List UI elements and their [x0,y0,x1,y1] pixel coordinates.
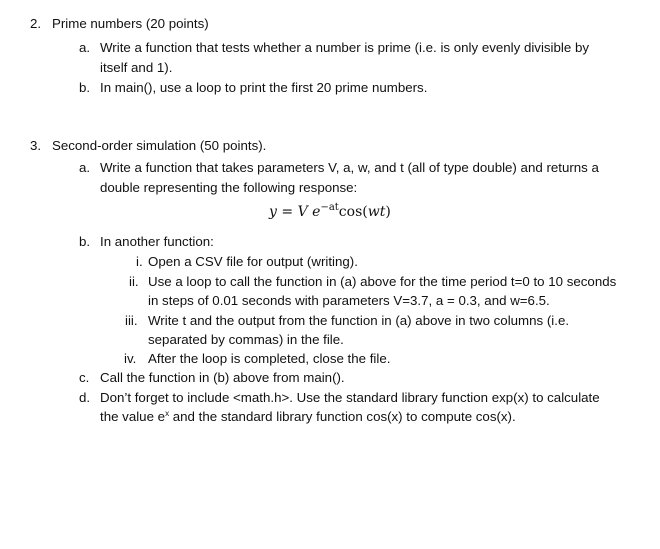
q3-d-line2-post: and the standard library function cos(x) to compute cos(x). [169,409,516,424]
q3-b-ii-label: ii. [129,274,139,289]
eq-equals: = [276,204,298,220]
question-2-title: Prime numbers (20 points) [52,16,209,31]
q2-a-line1: Write a function that tests whether a number is prime (i.e. is only evenly divisible by [100,40,589,55]
q3-b-iii-line1: Write t and the output from the function in (a) above in two columns (i.e. [148,313,570,328]
q3-b-i-label: i. [136,254,143,269]
q3-c-text: Call the function in (b) above from main(). [100,370,345,385]
question-3-title: Second-order simulation (50 points). [52,138,267,153]
q3-b-iv-label: iv. [124,351,137,366]
q2-a-label: a. [79,40,91,55]
q3-d-line1: Don’t forget to include <math.h>. Use the standard library function exp(x) to calculate [100,390,600,405]
q3-a-line1: Write a function that takes parameters V, a, w, and t (all of type double) and returns a [100,160,599,175]
eq-lhs: y [269,204,277,220]
eq-exponent: −at [320,202,339,213]
q3-d-label: d. [79,390,91,405]
q3-b-iii-label: iii. [125,313,138,328]
q3-b-iv-text: After the loop is completed, close the file. [148,351,391,366]
q2-b-label: b. [79,80,91,95]
q3-b-iii-line2: separated by commas) in the file. [148,332,344,347]
q3-d-line2-pre: the value e [100,409,166,424]
q3-b-ii-line1: Use a loop to call the function in (a) above for the time period t=0 to 10 seconds [148,274,617,289]
eq-cos: cos( [338,204,368,220]
q3-c-label: c. [79,370,90,385]
eq-arg: wt [367,204,386,220]
q3-b-label: b. [79,234,91,249]
q3-b-i-text: Open a CSV file for output (writing). [148,254,358,269]
q2-a-line2: itself and 1). [100,60,173,75]
response-equation [269,203,391,222]
q3-a-label: a. [79,160,91,175]
q2-b-text: In main(), use a loop to print the first 20 prime numbers. [100,80,428,95]
q3-b-text: In another function: [100,234,214,249]
eq-close: ) [385,204,391,220]
q3-a-line2: double representing the following response: [100,180,358,195]
eq-v: V [297,204,308,220]
question-2-number: 2. [30,16,42,31]
q3-d-line2 [100,407,516,426]
q3-d-line2-sup: x [165,409,170,418]
eq-e: e [307,204,321,220]
q3-b-ii-line2: in steps of 0.01 seconds with parameters V=3.7, a = 0.3, and w=6.5. [148,293,550,308]
question-3-number: 3. [30,138,42,153]
